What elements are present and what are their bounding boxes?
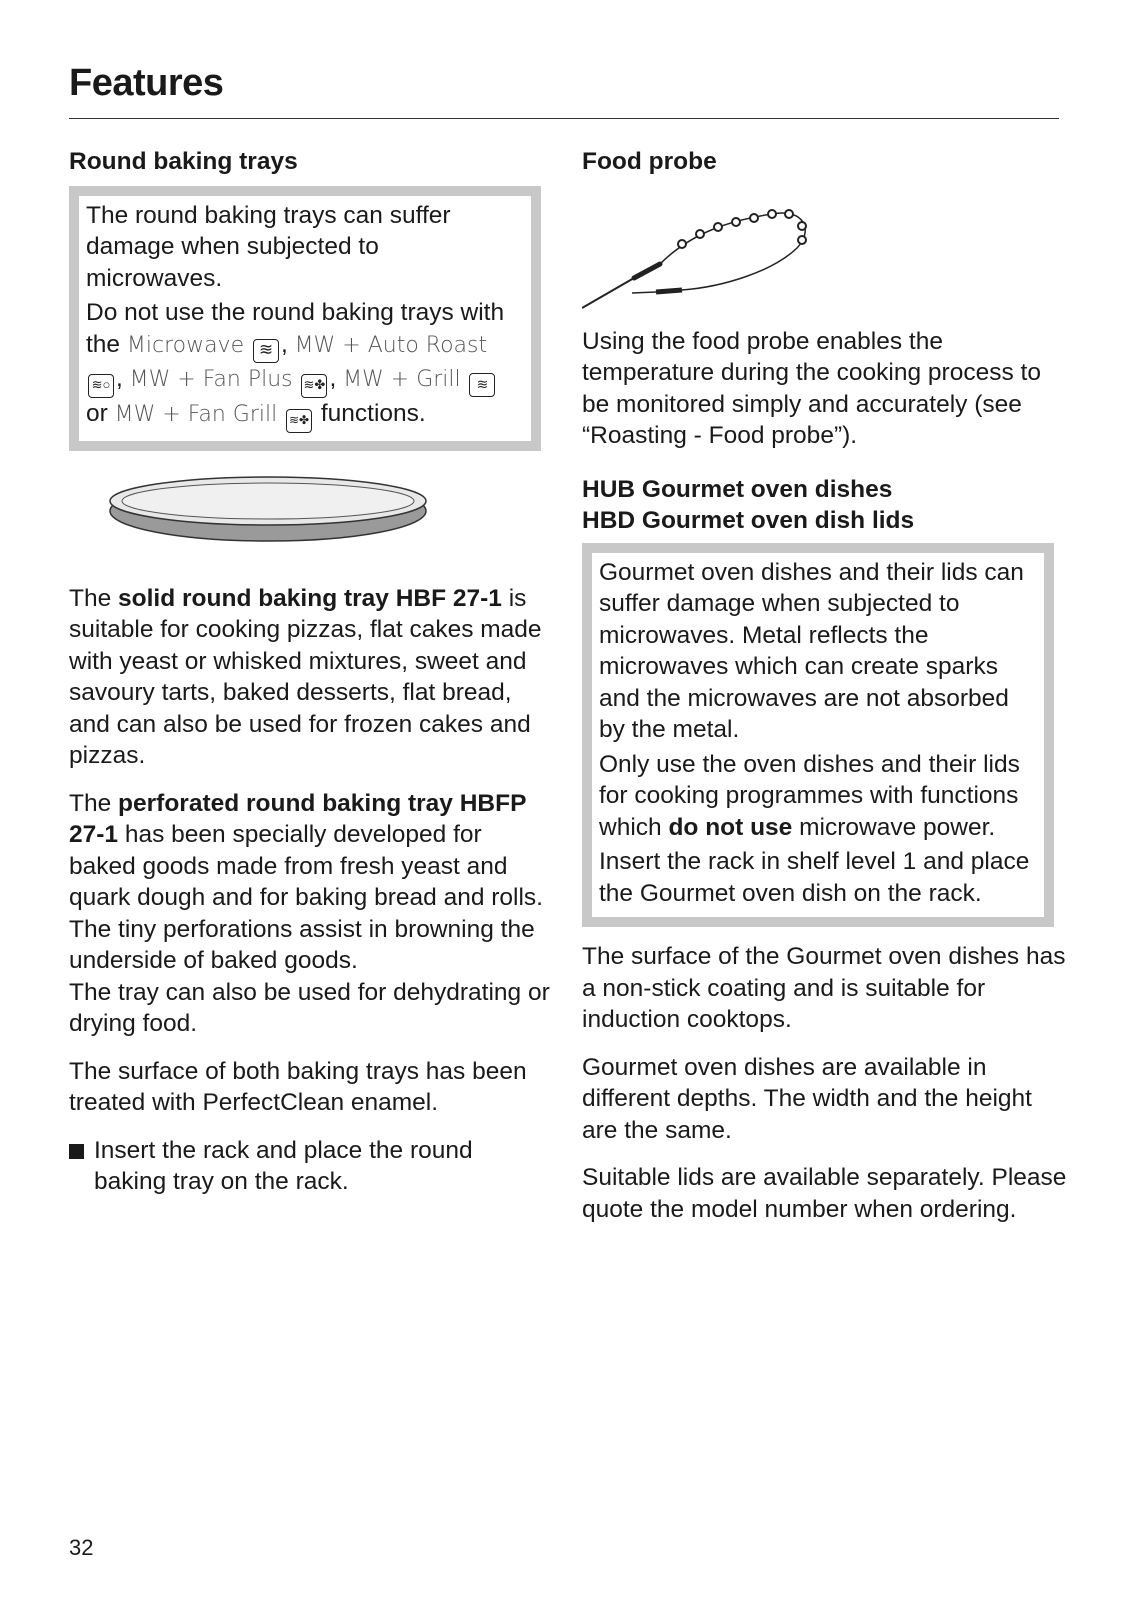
warning-text-2: Do not use the round baking trays with the Microwave ≋ , MW + Auto Roast ≋○ , MW + Fan Plus ≋✤ , MW + Grill ≋ or MW + Fan Grill ≋✤ functions. <box>86 297 519 433</box>
paragraph-gourmet-lids: Suitable lids are available separately. Please quote the model number when ordering. <box>582 1164 1067 1223</box>
section-heading-food-probe: Food probe <box>582 148 717 175</box>
section-heading-hub: HUB Gourmet oven dishes <box>582 475 893 503</box>
paragraph-gourmet-surface: The surface of the Gourmet oven dishes has a non-stick coating and is suitable for induction cooktops. <box>582 943 1066 1033</box>
warning-box-gourmet-dishes <box>582 543 1054 928</box>
auto-roast-symbol-icon: ≋○ <box>88 374 114 398</box>
fan-plus-symbol-icon: ≋✤ <box>301 374 327 398</box>
warning-gourmet-2: Only use the oven dishes and their lids for cooking programmes with functions which do not use microwave power. <box>599 750 1020 841</box>
warning-box-round-trays <box>69 186 541 451</box>
grill-symbol-icon: ≋ <box>469 373 495 397</box>
page-title: Features <box>69 62 224 104</box>
paragraph-gourmet-depths: Gourmet oven dishes are available in different depths. The width and the height are the same. <box>582 1053 1032 1144</box>
paragraph-solid-tray: The solid round baking tray HBF 27-1 is suitable for cooking pizzas, flat cakes made with yeast or whisked mixtures, sweet and savoury tarts, baked desserts, flat bread, and can also be used for frozen cakes and pizzas. <box>69 584 542 769</box>
microwave-symbol-icon: ≋ <box>253 339 279 363</box>
warning-gourmet-1: Gourmet oven dishes and their lids can suffer damage when subjected to microwaves. Metal reflects the microwaves which can create sparks and the microwaves are not absorbed by the metal. <box>599 558 1024 743</box>
left-column <box>69 146 551 1198</box>
paragraph-food-probe: Using the food probe enables the temperature during the cooking process to be monitored simply and accurately (see “Roasting - Food probe”). <box>582 327 1041 449</box>
paragraph-perfectclean: The surface of both baking trays has been treated with PerfectClean enamel. <box>69 1057 527 1116</box>
right-column <box>582 146 1067 1225</box>
fan-grill-symbol-icon: ≋✤ <box>286 409 312 433</box>
section-heading-hbd: HBD Gourmet oven dish lids <box>582 507 915 534</box>
warning-gourmet-3: Insert the rack in shelf level 1 and place the Gourmet oven dish on the rack. <box>599 848 1030 907</box>
section-heading-round-baking-trays: Round baking trays <box>69 148 298 175</box>
title-divider <box>69 118 1059 119</box>
paragraph-perforated-tray: The perforated round baking tray HBFP 27-1 has been specially developed for baked goods made from fresh yeast and quark dough and for baking bread and rolls. The tiny perforations assist in browning the underside of baked goods. The tray can also be used for dehydrating or drying food. <box>69 789 550 1037</box>
round-baking-tray-illustration <box>106 475 436 555</box>
warning-text-1: The round baking trays can suffer damage when subjected to microwaves. <box>86 201 451 292</box>
bullet-square-icon <box>69 1144 84 1159</box>
page-number: 32 <box>69 1535 94 1560</box>
instruction-text: Insert the rack and place the round baking tray on the rack. <box>94 1136 473 1195</box>
instruction-bullet <box>69 1135 551 1198</box>
food-probe-illustration <box>582 192 822 312</box>
